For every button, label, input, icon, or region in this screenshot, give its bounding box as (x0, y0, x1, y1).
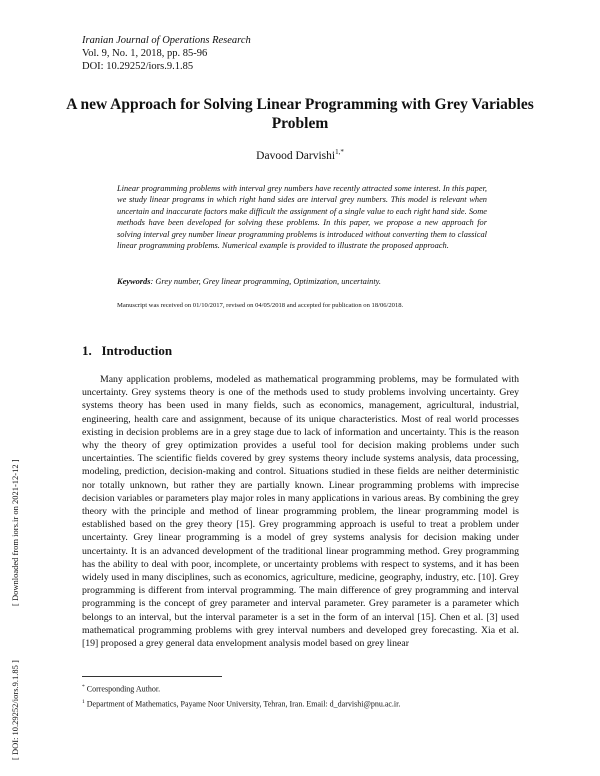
paper-title: A new Approach for Solving Linear Programming with Grey Variables Problem (66, 96, 534, 132)
side-doi: [ DOI: 10.29252/iors.9.1.85 ] (10, 660, 20, 760)
author-marks: 1,* (335, 148, 344, 156)
body-text (82, 373, 519, 650)
author-name: Davood Darvishi (256, 149, 336, 162)
footnotes (82, 681, 400, 710)
body-paragraph: Many application problems, modeled as mathematical programming problems, may be formulated with uncertainty. Grey systems theory is one of the methods used to study problems involving uncertainty. Grey systems theory has been used in many fields, such as economics, management, agricultural, industrial, engineering, health care and assignment, because of its unique characteristics. Most of real world processes existing in decision problems are in a grey stage due to lack of information and uncertainty. This is the reason why the theory of grey optimization provides a useful tool for decision making problems under such uncertainties. The scientific fields covered by grey systems theory include systems analysis, data processing, modeling, prediction, decision-making and control. Situations studied in these fields are neither deterministic nor totally unknown, but rather they are partially known. Linear programming problems with imprecise decision variables or parameters play major roles in many applications in various areas. By combining the grey theory with the principle and method of linear programming problem, the linear programming model is established based on the grey theory [15]. Grey programming approach is useful to treat a problem under uncertainty. Grey linear programming is a model of grey systems analysis for decision making under uncertainty. It is an advanced development of the traditional linear programming method. Grey programming has the ability to deal with poor, incomplete, or uncertainty problems with respect to systems, and it has been widely used in many disciplines, such as economics, agriculture, medicine, geography, industry, etc. [10]. Grey programming is different from interval programming. The main difference of grey programming and interval programming is the concept of grey parameter and interval parameter. Grey parameter is a parameter which belongs to an interval, but the interval parameter is a set in the form of an interval [15]. Chen et al. [3] used mathematical programming problems with grey interval numbers and developed grey forecasting. Xia et al. [19] proposed a grey general data envelopment analysis model based on grey linear (82, 374, 519, 650)
section-number: 1. (82, 343, 92, 358)
manuscript-dates: Manuscript was received on 01/10/2017, revised on 04/05/2018 and accepted for publication on 18/06/2018. (117, 302, 404, 309)
footnote-affiliation: $^1$ Department of Mathematics, Payame Noor University, Tehran, Iran. Email: d_darvishi@pnu.ac.ir. (82, 698, 401, 709)
keywords-label: Keywords (117, 277, 151, 286)
journal-name: Iranian Journal of Operations Research (82, 35, 251, 46)
volume-info: Vol. 9, No. 1, 2018, pp. 85-96 (82, 48, 208, 59)
section-heading (82, 343, 172, 359)
section-title: Introduction (101, 343, 173, 358)
journal-header (82, 34, 251, 73)
footnote-rule (82, 676, 222, 677)
author-line (0, 148, 600, 162)
keywords (117, 277, 487, 286)
keywords-text: : Grey number, Grey linear programming, Optimization, uncertainty. (150, 277, 382, 286)
footnote-corresponding: * Corresponding Author. (82, 684, 161, 694)
doi-line: DOI: 10.29252/iors.9.1.85 (82, 61, 194, 72)
abstract (117, 183, 487, 251)
abstract-text: Linear programming problems with interval grey numbers have recently attracted some interest. In this paper, we study linear programs in which right hand sides are interval grey numbers. This model is relevant when uncertain and inaccurate factors make difficult the assignment of a single value to each right hand side. Some methods have been developed for solving these problems. In this paper, we propose a new approach for solving interval grey number linear programming problems is introduced without converting them to classical linear programming problems. Numerical example is provided to illustrate the proposed approach. (117, 184, 487, 251)
side-downloaded: [ Downloaded from iors.ir on 2021-12-12 ] (10, 459, 20, 606)
